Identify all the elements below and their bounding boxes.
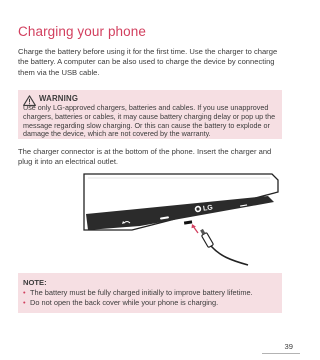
usb-port [184,220,192,224]
charger-plug [199,228,214,247]
connector-paragraph: The charger connector is at the bottom of the phone. Insert the charger and plug it into an electrical outlet. [18,147,272,167]
note-label: NOTE: [23,278,47,287]
intro-paragraph: Charge the battery before using it for the first time. Use the charger to charge the battery. A computer can be also used to charge the device by connecting them via the USB cable. [18,47,278,77]
note-callout [18,273,282,313]
page-divider [262,353,300,354]
bullet-icon: • [23,298,26,307]
warning-label: WARNING [39,94,79,103]
page-number: 39 [284,342,293,351]
page-title: Charging your phone [18,24,146,39]
warning-callout [18,90,282,139]
warning-text: Use only LG-approved chargers, batteries and cables. If you use unapproved chargers, batteries or cables, it may cause battery charging delay or pop up the message regarding slow charging. Or this can cause the battery to explode or damage the device, which are not covered by the warranty. [23,103,276,139]
note-item [23,298,279,308]
note-list [23,288,279,308]
note-item-text: Do not open the back cover while your phone is charging. [30,298,219,307]
lg-logo-text: LG [202,204,214,213]
phone-charging-illustration [80,168,280,268]
bullet-icon: • [23,288,26,297]
note-item [23,288,279,298]
charger-cable [211,246,248,265]
note-item-text: The battery must be fully charged initially to improve battery lifetime. [30,288,253,297]
